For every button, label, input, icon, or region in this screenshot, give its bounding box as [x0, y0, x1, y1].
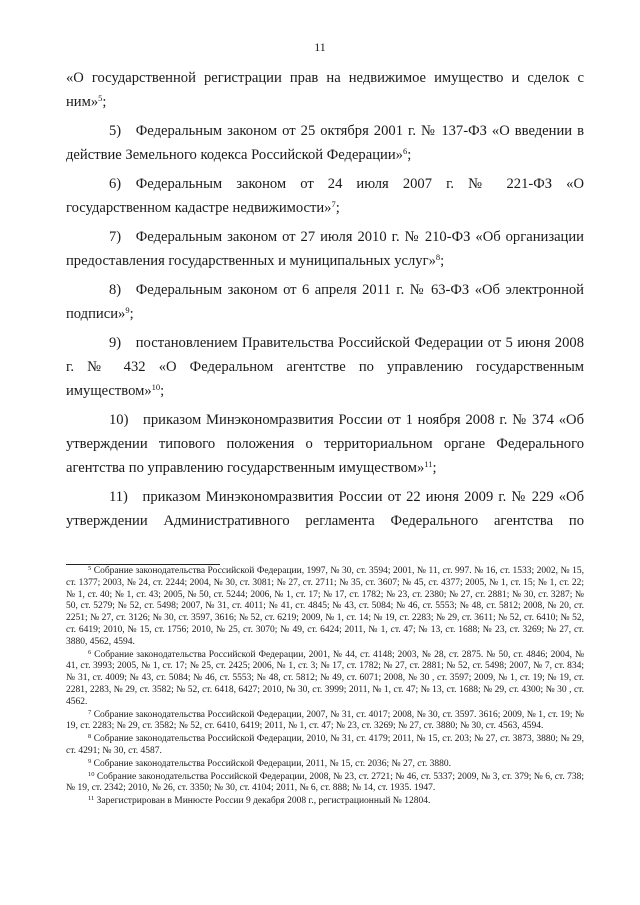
footnote-ref: 9: [125, 305, 130, 315]
list-item-5: 5) Федеральным законом от 25 октября 2001 г. № 137-ФЗ «О введении в действие Земельного кодекса Российской Федерации»$^6$;: [66, 123, 584, 163]
footnote-ref: 5: [98, 93, 103, 103]
main-text: [66, 66, 584, 533]
footnote-ref: 7: [331, 199, 336, 209]
footnote-5: [66, 566, 584, 649]
list-item-10: 10) приказом Минэкономразвития России от 1 ноября 2008 г. № 374 «Об утверждении типового положения о территориальном органе Федерального агентства по управлению государственным имуществом»$^{11}$;: [66, 412, 584, 476]
paragraph-text: 11) приказом Минэкономразвития России от 22 июня 2009 г. № 229 «Об утверждении Административного регламента Федерального агентства по: [66, 489, 584, 529]
footnote-text: Зарегистрирован в Минюсте России 9 декабря 2008 г., регистрационный № 12804.: [96, 796, 431, 807]
paragraph-text: 10) приказом Минэкономразвития России от 1 ноября 2008 г. № 374 «Об утверждении типового положения о территориальном органе Федерального агентства по управлению государственным имуществом»: [66, 412, 584, 476]
footnote-text: Собрание законодательства Российской Федерации, 2007, № 31, ст. 4017; 2008, № 30, ст. 3597. 3616; 2009, № 1, ст. 19; № 19, ст. 2283; № 29, ст. 3582; № 52, ст. 6410, 6419; 2011, № 1, ст. 47; № 23, ст. 3269; № 27, ст. 3880; № 30, ст. 4563, 4594.: [66, 709, 584, 732]
list-item-7: 7) Федеральным законом от 27 июля 2010 г. № 210-ФЗ «Об организации предоставления государственных и муниципальных услуг»$^8$;: [66, 229, 584, 269]
footnote-number: 7: [88, 708, 92, 716]
footnote-7: [66, 710, 584, 734]
footnote-10: [66, 772, 584, 796]
footnote-text: Собрание законодательства Российской Федерации, 2001, № 44, ст. 4148; 2003, № 28, ст. 2875. № 50, ст. 4846; 2004, № 41, ст. 3993; 2005, № 1, ст. 17; № 25, ст. 2425; 2006, № 1, ст. 3; № 17, ст. 1782; № 27, ст. 2881; № 52, ст. 5498; 2007, № 7, ст. 834; № 31, ст. 4009; № 43, ст. 5084; № 46, ст. 5553; № 48, ст. 5812; № 49, ст. 6071; 2008, № 30 , ст. 3597; 2009, № 1, ст. 19; № 19, ст. 2281, 2283, № 29, ст. 3582; № 52, ст. 6418, 6427; 2010, № 30, ст. 3999; 2011, № 1, ст. 47; № 13, ст. 1688; № 29, ст. 4300; № 30 , ст. 4562.: [66, 649, 585, 707]
footnote-8: [66, 734, 584, 758]
paragraph-text: 6) Федеральным законом от 24 июля 2007 г. № 221-ФЗ «О государственном кадастре недвижимости»: [66, 176, 584, 216]
paragraph-text: 5) Федеральным законом от 25 октября 2001 г. № 137-ФЗ «О введении в действие Земельного кодекса Российской Федерации»: [66, 123, 584, 163]
list-item-8: 8) Федеральным законом от 6 апреля 2011 г. № 63-ФЗ «Об электронной подписи»$^9$;: [66, 282, 584, 322]
footnote-text: Собрание законодательства Российской Федерации, 2011, № 15, ст. 2036; № 27, ст. 3880.: [93, 758, 452, 769]
list-item-6: 6) Федеральным законом от 24 июля 2007 г. № 221-ФЗ «О государственном кадастре недвижимости»$^7$;: [66, 176, 584, 216]
footnote-ref: 11: [424, 459, 433, 469]
paragraph-text: 7) Федеральным законом от 27 июля 2010 г. № 210-ФЗ «Об организации предоставления государственных и муниципальных услуг»: [66, 229, 584, 269]
footnote-number: 11: [88, 795, 95, 803]
footnote-11: [66, 796, 584, 808]
footnotes: [66, 566, 584, 809]
footnote-9: [66, 759, 584, 771]
footnote-text: Собрание законодательства Российской Федерации, 2008, № 23, ст. 2721; № 46, ст. 5337; 2009, № 3, ст. 379; № 6, ст. 738; № 19, ст. 2342; 2010, № 26, ст. 3350; № 30, ст. 4104; 2011, № 6, ст. 888; № 14, ст. 1935. 1947.: [66, 771, 584, 794]
paragraph-text: «О государственной регистрации прав на недвижимое имущество и сделок с ним»: [66, 70, 584, 110]
list-item-11: [66, 485, 584, 533]
footnote-number: 6: [88, 648, 92, 656]
footnote-text: Собрание законодательства Российской Федерации, 1997, № 30, ст. 3594; 2001, № 11, ст. 997. № 16, ст. 1533; 2002, № 15, ст. 1377; 2003, № 24, ст. 2244; 2004, № 30, ст. 3081; № 27, ст. 2711; № 35, ст. 3607; № 45, ст. 4377; 2005, № 1, ст. 15; № 1, ст. 22; № 1, ст. 40; № 1, ст. 43; 2005, № 50, ст. 5244; 2006, № 1, ст. 17; № 17, ст. 1782; № 23, ст. 2380; № 27, ст. 2881; № 30, ст. 3287; № 50, ст. 5279; № 52, ст. 5498; 2007, № 31, ст. 4011; № 41, ст. 4845; № 43, ст. 5084; № 46, ст. 5553; № 48, ст. 5812; 2008, № 20, ст. 2251; № 27, ст. 3126; № 30, ст. 3597, 3616; № 52, ст. 6219; 2009, № 1, ст. 14; № 19, ст. 2283; № 29, ст. 3611; № 52, ст. 6410; № 52, ст. 6419; 2010, № 15, ст. 1756; 2010, № 25, ст. 3070; № 49, ст. 6424; 2011, № 1, ст. 47; № 13, ст. 1688; № 23, ст. 3269; № 27, ст. 3880, 4562, 4594.: [66, 566, 585, 647]
footnote-number: 10: [88, 770, 95, 778]
page-number: 11: [314, 40, 326, 54]
footnote-6: [66, 650, 584, 709]
list-item-9: 9) постановлением Правительства Российской Федерации от 5 июня 2008 г. № 432 «О Федеральном агентстве по управлению государственным имуществом»$^{10}$;: [66, 335, 584, 399]
paragraph-text: 8) Федеральным законом от 6 апреля 2011 г. № 63-ФЗ «Об электронной подписи»: [66, 282, 584, 322]
paragraph-continuation: «О государственной регистрации прав на недвижимое имущество и сделок с ним»$^5$;: [66, 70, 584, 110]
footnote-number: 9: [88, 757, 92, 765]
footnote-ref: 8: [435, 252, 441, 262]
footnote-text: Собрание законодательства Российской Федерации, 2010, № 31, ст. 4179; 2011, № 15, ст. 203; № 27, ст. 3873, 3880; № 29, ст. 4291; № 30, ст. 4587.: [66, 734, 585, 756]
footnote-number: 5: [88, 565, 92, 572]
footnote-ref: 6: [402, 146, 408, 156]
paragraph-text: 9) постановлением Правительства Российской Федерации от 5 июня 2008 г. № 432 «О Федеральном агентстве по управлению государственным имуществом»: [66, 335, 584, 399]
footnote-ref: 10: [151, 382, 161, 392]
footnote-number: 8: [88, 733, 92, 741]
